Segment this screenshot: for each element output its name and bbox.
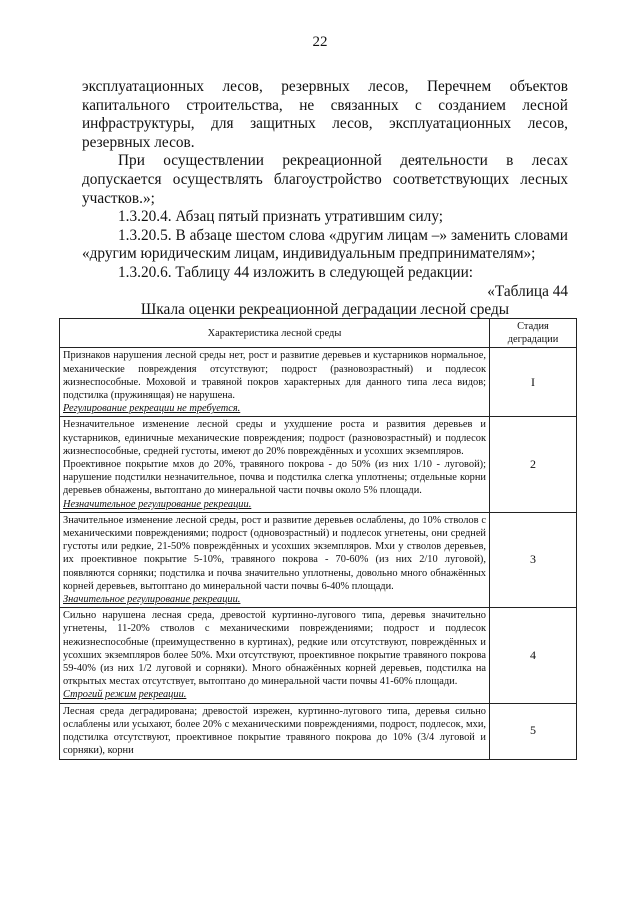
degradation-scale-table — [59, 318, 577, 760]
paragraph-1-3-20-4: 1.3.20.4. Абзац пятый признать утратившим силу; — [118, 208, 444, 226]
description-text: Признаков нарушения лесной среды нет, рост и развитие деревьев и кустарников нормальное, механические повреждения отсутствуют; подрост (разновозрастный) и подлесок жизнеспособные. Моховой и травяной покров характерных для данного типа леса видов; подстилка (пружинящая) не нарушена. — [63, 350, 486, 402]
row-stage: 5 — [490, 703, 577, 759]
page-number: 22 — [312, 34, 328, 50]
description-text: Незначительное изменение лесной среды и ухудшение роста и развития деревьев и кустарников, единичные механические повреждения; подрост (разновозрастный) и подлесок жизнеспособные, средней густоты, имеют до 20% повреждённых и усохших экземпляров. — [63, 419, 486, 457]
table-row — [60, 512, 577, 607]
description-text: Значительное изменение лесной среды, рост и развитие деревьев ослаблены, до 10% стволов с механическими повреждениями; подрост (одновозрастный) и подлесок угнетены, они средней густоты или редкие, 21-50% повреждённых и усохших экземпляров. Мхи у стволов деревьев, их проективное покрытие 5-10%, травяного покрова - 70-60% (из них 2/10 луговой), появляются сорняки; подстилка и почва значительно уплотнены, довольно много обнажённых корней деревьев, вытоптано до минеральной части почвы 6-40% площади. — [63, 514, 486, 592]
row-description — [60, 348, 490, 417]
row-stage: I — [490, 348, 577, 417]
regime-text: Незначительное регулирование рекреации. — [63, 498, 252, 510]
row-stage: 3 — [490, 512, 577, 607]
regime-text: Регулирование рекреации не требуется. — [63, 403, 241, 415]
table-row — [60, 417, 577, 512]
table-header-row — [60, 319, 577, 348]
table-row — [60, 703, 577, 759]
description-text: Лесная среда деградирована; древостой изрежен, куртинно-лугового типа, деревья сильно ослаблены или усыхают, более 20% с механическими повреждениями, подрост, подлесок, мхи, подстилка отсутствуют, проективное покрытие травяного покрова до 10% (3/4 луговой и сорняки), корни — [63, 705, 486, 757]
header-characteristic: Характеристика лесной среды — [60, 319, 490, 348]
table-row — [60, 608, 577, 703]
table-row — [60, 348, 577, 417]
table-title: Шкала оценки рекреационной деградации лесной среды — [140, 301, 510, 319]
paragraph-continuation: эксплуатационных лесов, резервных лесов, Перечнем объектов капитального строительства, не связанных с созданием лесной инфраструктуры, для защитных лесов, эксплуатационных лесов, резервных лесов. — [82, 78, 568, 151]
header-stage: Стадия деградации — [490, 319, 577, 348]
row-stage: 2 — [490, 417, 577, 512]
regime-text: Строгий режим рекреации. — [63, 689, 187, 701]
description-text: Проективное покрытие мхов до 20%, травяного покрова - до 50% (из них 1/10 - луговой); нарушение подстилки незначительное, почва и подстилка слегка уплотнены; отдельные корни деревьев обнажены, вытоптано до минеральной части почвы около 5% площади. — [63, 459, 486, 497]
regime-text: Значительное регулирование рекреации. — [63, 594, 241, 606]
paragraph-recreation: При осуществлении рекреационной деятельности в лесах допускается осуществлять благоустройство соответствующих лесных участков.»; — [82, 152, 568, 207]
row-stage: 4 — [490, 608, 577, 703]
row-description — [60, 608, 490, 703]
body-text — [82, 78, 568, 320]
paragraph-1-3-20-5: 1.3.20.5. В абзаце шестом слова «другим лицам –» заменить словами «другим юридическим лицам, индивидуальным предпринимателям»; — [82, 226, 568, 263]
paragraph-1-3-20-6: 1.3.20.6. Таблицу 44 изложить в следующей редакции: — [118, 263, 474, 281]
description-text: Сильно нарушена лесная среда, древостой куртинно-лугового типа, деревья значительно угнетены, 11-20% стволов с механическими повреждениями; подрост и подлесок нежизнеспособные (преимущественно в куртинах), редкие или отсутствуют, повреждённых и усохших экземпляров более 50%. Мхи отсутствуют, проективное покрытие травяного покрова 59-40% (из них 1/2 луговой и сорняки). Много обнажённых корней деревьев, подстилка на открытых местах отсутствует, вытоптано до минеральной части почвы 41-60% площади. — [63, 610, 486, 688]
row-description — [60, 417, 490, 512]
row-description — [60, 512, 490, 607]
table-body — [60, 348, 577, 759]
row-description — [60, 703, 490, 759]
table-reference: «Таблица 44 — [487, 282, 568, 300]
